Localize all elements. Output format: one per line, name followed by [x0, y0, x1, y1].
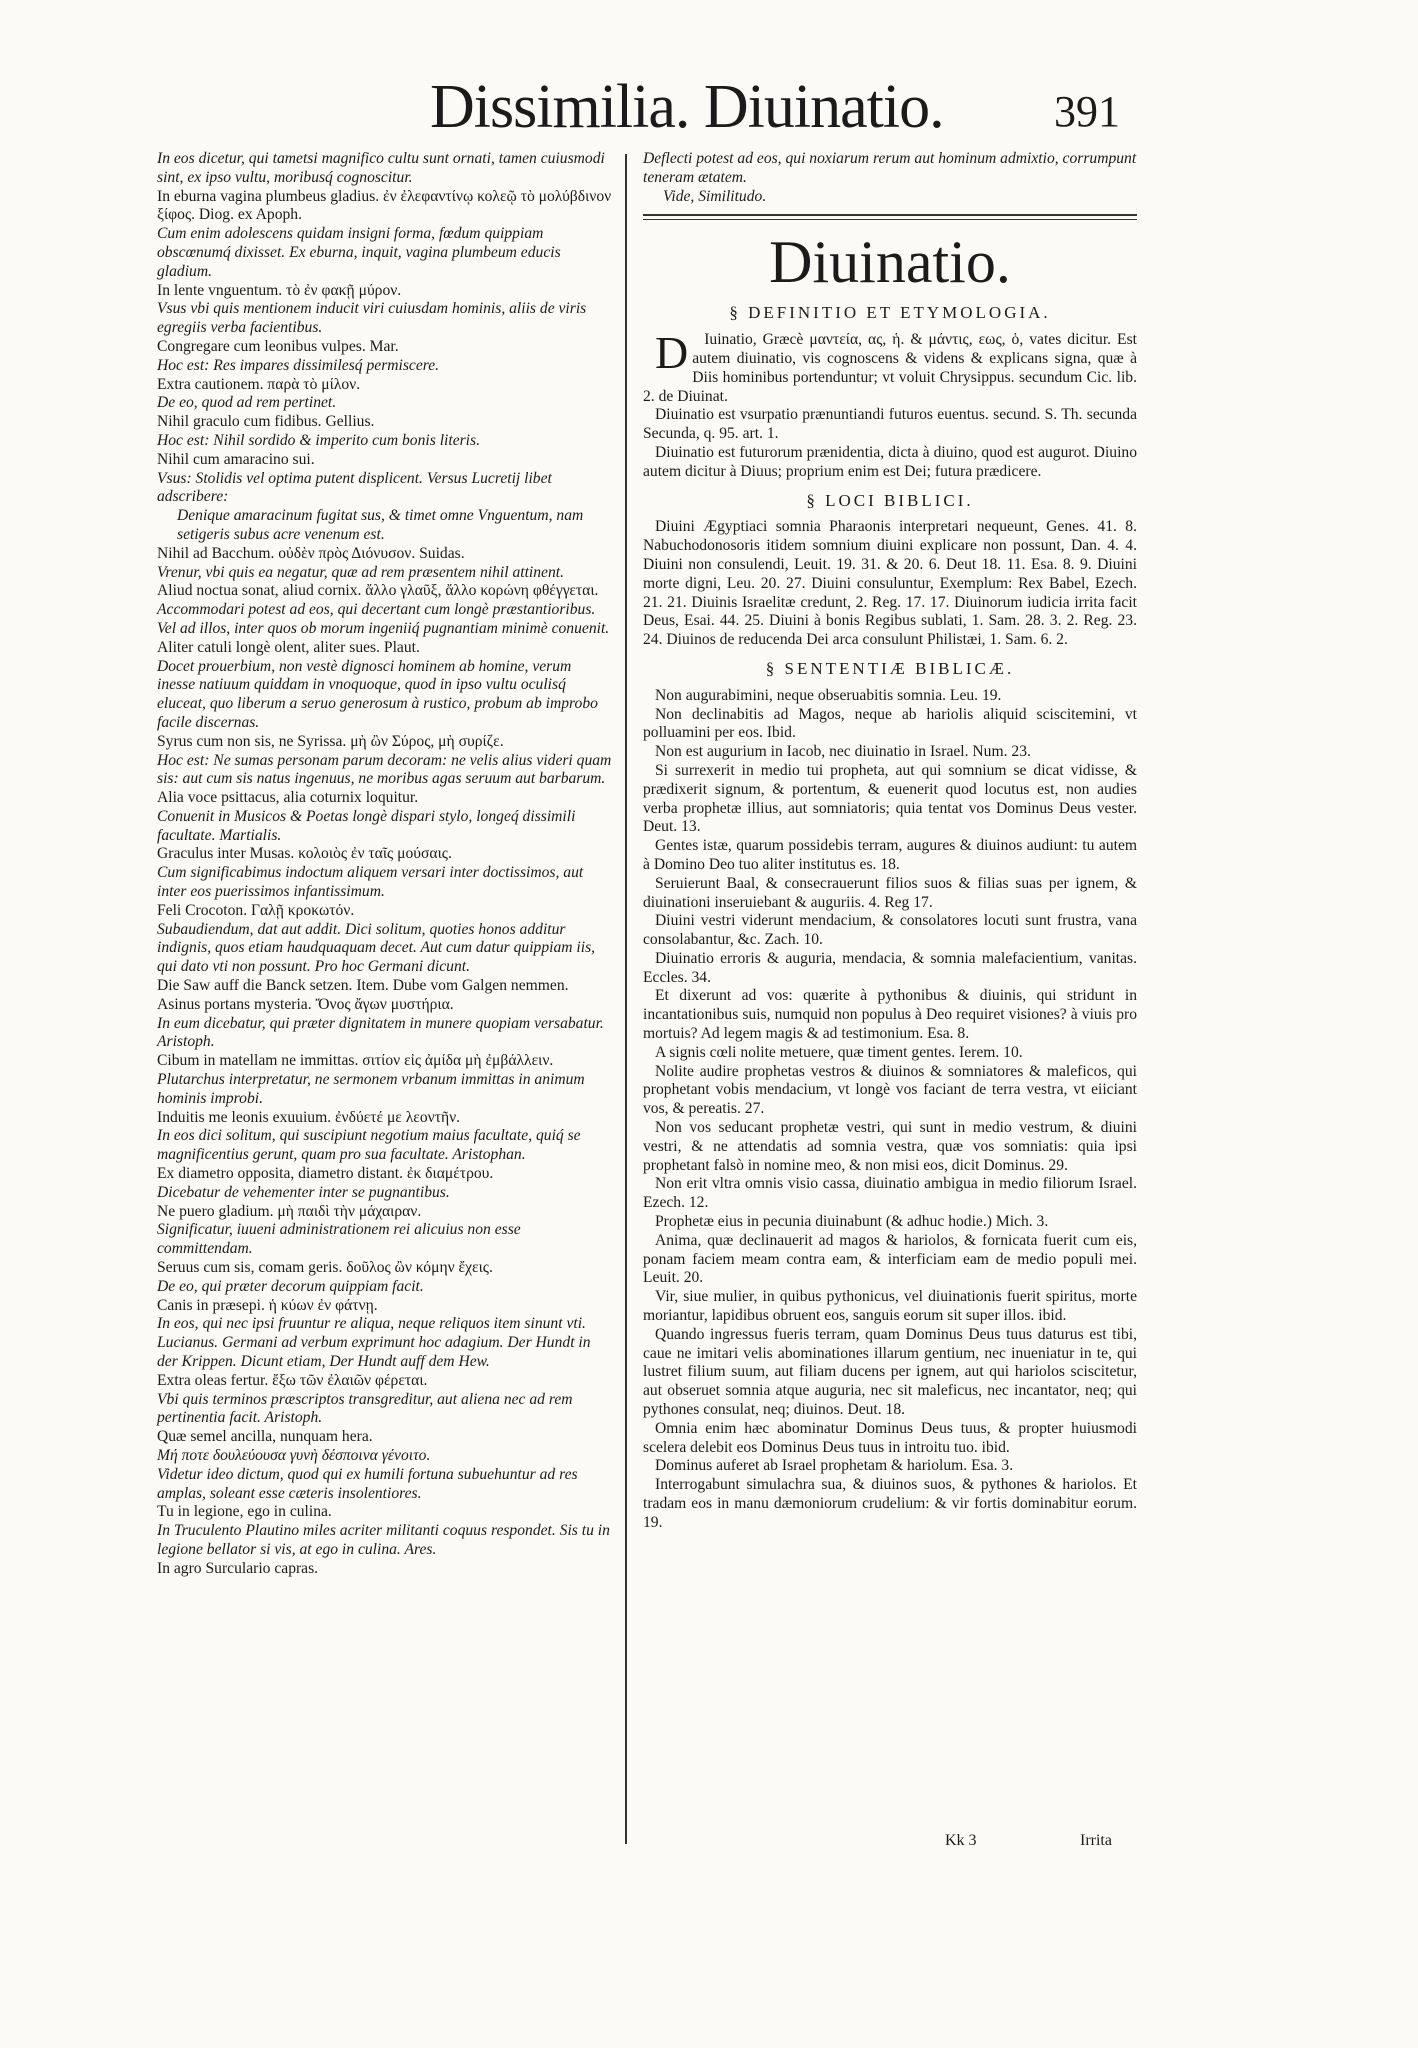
section-heading: § LOCI BIBLICI.	[806, 490, 974, 510]
page-header	[430, 72, 1120, 152]
paragraph: Anima, quæ declinauerit ad magos & hariolos, & fornicata fuerit cum eis, ponam faciem meam contra eam, & interficiam eam de medio populi mei. Leuit. 20.	[643, 1231, 1137, 1287]
catchword: Irrita	[1080, 1832, 1112, 1849]
text-entry: Alia voce psittacus, alia coturnix loquitur.	[157, 789, 419, 807]
text-entry: Deflecti potest ad eos, qui noxiarum rerum aut hominum admixtio, corrumpunt teneram ætatem.	[643, 150, 1137, 186]
text-entry: Induitis me leonis exuuium. ἐνδύετέ με λεοντῆν.	[157, 1108, 461, 1126]
text-entry: In eum dicebatur, qui præter dignitatem in munere quopiam versabatur. Aristoph.	[157, 1014, 604, 1051]
text-entry: Hoc est: Ne sumas personam parum decoram: ne velis alius videri quam sis: aut cum sis natus ingenuus, ne moribus agas seruum aut barbarum.	[157, 751, 612, 788]
paragraph: Diuinatio est vsurpatio prænuntiandi futuros euentus. secund. S. Th. secunda Secunda, q. 95. art. 1.	[643, 406, 1137, 443]
paragraph: Seruierunt Baal, & consecrauerunt filios suos & filias suas per ignem, & diuinationi inseruiebant & auguriis. 4. Reg 17.	[643, 874, 1137, 911]
text-entry: Cum enim adolescens quidam insigni forma, fœdum quippiam obscœnumq́ dixisset. Ex eburna, inquit, vagina plumbeum educis gladium.	[157, 225, 561, 280]
section-heading: § DEFINITIO ET ETYMOLOGIA.	[729, 303, 1051, 323]
text-entry: Docet prouerbium, non vestè dignosci hominem ab homine, verum inesse natiuum quiddam in vnoquoque, quod in ipso vultu oculisq́ eluceat, quo liberum a seruo generosum à rustico, probum ab improbo facile discernas.	[157, 657, 598, 731]
paragraph: Non declinabitis ad Magos, neque ab hariolis aliquid sciscitemini, vt polluamini per eos. Ibid.	[643, 705, 1137, 742]
text-entry: Cum significabimus indoctum aliquem versari inter doctissimos, aut inter eos puerissimos infantissimum.	[157, 864, 584, 901]
text-entry: Nihil ad Bacchum. οὐδὲν πρὸς Διόνυσον. Suidas.	[157, 544, 465, 562]
text-entry: Conuenit in Musicos & Poetas longè dispari stylo, longeq́ dissimili facultate. Martialis.	[157, 807, 576, 844]
text-entry: Seruus cum sis, comam geris. δοῦλος ὢν κόμην ἔχεις.	[157, 1259, 493, 1277]
text-entry: In agro Surculario capras.	[157, 1559, 319, 1577]
text-entry: Dicebatur de vehementer inter se pugnantibus.	[157, 1183, 450, 1201]
text-entry: Aliud noctua sonat, aliud cornix. ἄλλο γλαῦξ, ἄλλο κορώνη φθέγγεται.	[157, 582, 599, 600]
paragraph	[643, 327, 1137, 406]
text-entry: In lente vnguentum. τὸ ἐν φακῇ μύρον.	[157, 281, 402, 299]
section-rule-top	[643, 214, 1137, 216]
paragraph: Vir, siue mulier, in quibus pythonicus, vel diuinationis fuerit spiritus, morte moriantur, lapidibus obruent eos, sanguis eorum sit super illos. ibid.	[643, 1288, 1137, 1325]
text-entry: De eo, quod ad rem pertinet.	[157, 394, 337, 412]
paragraph: Nolite audire prophetas vestros & diuinos & somniatores & maleficos, qui prophetant vobis mendacium, vt longè vos faciant de terra vestra, vt eiiciant vos, & pereatis. 27.	[643, 1062, 1137, 1118]
text-entry: Syrus cum non sis, ne Syrissa. μὴ ὢν Σύρος, μὴ συρίζε.	[157, 732, 504, 750]
text-entry: In eos, qui nec ipsi fruuntur re aliqua, neque reliquos item sinunt vti. Lucianus. Germani ad verbum exprimunt hoc adagium. Der Hundt in der Krippen. Dicunt etiam, Der Hundt auff dem Hew.	[157, 1315, 591, 1370]
text-entry: Canis in præsepi. ἡ κύων ἐν φάτνῃ.	[157, 1296, 378, 1314]
paragraph: Quando ingressus fueris terram, quam Dominus Deus tuus daturus est tibi, caue ne imitari velis abominationes illarum gentium, nec inueniatur in te, qui lustret filium suum, aut filiam ducens per ignem, aut qui hariolos sciscitetur, aut obseruet somnia atque auguria, nec sit maleficus, nec incantator, neq; qui pythones consulat, neq; diuinos. Deut. 18.	[643, 1325, 1137, 1419]
signature-mark: Kk 3	[945, 1832, 977, 1849]
text-entry: De eo, qui præter decorum quippiam facit.	[157, 1277, 424, 1295]
paragraph: Diuinatio erroris & auguria, mendacia, & somnia malefacientium, vanitas. Eccles. 34.	[643, 949, 1137, 986]
section	[643, 492, 1137, 650]
paragraph-text: Iuinatio, Græcè μαντεία, ας, ἡ. & μάντις, εως, ὁ, vates dicitur. Est autem diuinatio, vis cognoscens & videns & explicans signa, quæ à Diis hominibus portenduntur; vt voluit Chrysippus. secundum Cic. lib. 2. de Diuinat.	[643, 331, 1137, 405]
paragraph: Non augurabimini, neque obseruabitis somnia. Leu. 19.	[655, 686, 1002, 704]
text-entry: Nihil cum amaracino sui.	[157, 450, 315, 468]
drop-cap: D	[655, 327, 689, 379]
page-number: 391	[1054, 87, 1120, 136]
section-rule-bottom	[643, 219, 1137, 220]
paragraph: Dominus auferet ab Israel prophetam & hariolum. Esa. 3.	[655, 1457, 1014, 1475]
section	[643, 660, 1137, 1533]
text-entry: Denique amaracinum fugitat sus, & timet omne Vnguentum, nam setigeris subus acre venenum est.	[177, 507, 584, 543]
right-intro	[643, 150, 1137, 206]
paragraph: Si surrexerit in medio tui propheta, aut qui somnium se dicat vidisse, & prædixerit signum, & portentum, & euenerit quod locutus est, non audies verba prophetæ illius, aut somniatoris; quia tentat vos Dominus Deus vester. Deut. 13.	[643, 761, 1137, 836]
section	[643, 304, 1137, 481]
paragraph: Diuini Ægyptiaci somnia Pharaonis interpretari nequeunt, Genes. 41. 8. Nabuchodonosoris itidem somnium diuini explicare non possunt, Dan. 4. 4. Diuini non consulendi, Leuit. 19. 31. & 20. 6. Deut 18. 11. Esa. 8. 9. Diuini morte digni, Leu. 20. 27. Diuini consuluntur, Exemplum: Rex Babel, Ezech. 21. 21. Diuinis Israelitæ credunt, 2. Reg. 17. 17. Diuinorum iudicia irrita facit Deus, Esai. 44. 25. Diuini à bonis Regibus sublati, 1. Sam. 28. 3. 2. Reg. 23. 24. Diuinos de reducenda Dei arca consulunt Philistæi, 1. Sam. 6. 2.	[643, 518, 1137, 649]
text-entry: Extra cautionem. παρὰ τὸ μίλον.	[157, 375, 361, 393]
running-title: Dissimilia. Diuinatio.	[430, 73, 944, 141]
text-entry: Tu in legione, ego in culina.	[157, 1503, 332, 1521]
text-entry: Graculus inter Musas. κολοιὸς ἐν ταῖς μούσαις.	[157, 845, 452, 863]
paragraph: A signis cœli nolite metuere, quæ timent gentes. Ierem. 10.	[655, 1043, 1023, 1061]
text-entry: Die Saw auff die Banck setzen. Item. Dube vom Galgen nemmen.	[157, 977, 569, 995]
text-entry: Videtur ideo dictum, quod qui ex humili fortuna subuehuntur ad res amplas, soleant esse cæteris insolentiores.	[157, 1465, 578, 1502]
text-entry: Hoc est: Nihil sordido & imperito cum bonis literis.	[157, 431, 480, 449]
text-entry: Plutarchus interpretatur, ne sermonem vrbanum immittas in animum hominis improbi.	[157, 1071, 585, 1107]
text-entry: Ex diametro opposita, diametro distant. ἐκ διαμέτρου.	[157, 1165, 494, 1183]
text-entry: Quæ semel ancilla, nunquam hera.	[157, 1428, 373, 1446]
text-entry: Significatur, iuueni administrationem rei alicuius non esse committendam.	[157, 1221, 521, 1258]
paragraph: Non est augurium in Iacob, nec diuinatio in Israel. Num. 23.	[655, 743, 1031, 761]
text-entry: Aliter catuli longè olent, aliter sues. Plaut.	[157, 638, 420, 656]
paragraph: Et dixerunt ad vos: quærite à pythonibus & diuinis, qui stridunt in incantationibus suis, numquid non populus à Deo requiret visiones? à viuis pro mortuis? Ad legem magis & ad testimonium. Esa. 8.	[643, 987, 1137, 1043]
section-title: Diuinatio.	[769, 229, 1011, 296]
text-entry: Hoc est: Res impares dissimilesq́ permiscere.	[157, 356, 440, 374]
text-entry: Vrenur, vbi quis ea negatur, quæ ad rem præsentem nihil attinent.	[157, 563, 564, 581]
paragraph: Non erit vltra omnis visio cassa, diuinatio ambigua in medio filiorum Israel. Ezech. 12.	[643, 1175, 1137, 1212]
text-entry: Μή ποτε δουλεύουσα γυνὴ δέσποινα γένοιτο.	[157, 1446, 431, 1464]
column-divider	[625, 154, 627, 1844]
text-entry: Cibum in matellam ne immittas. σιτίον εἰς ἀμίδα μὴ ἐμβάλλειν.	[157, 1052, 554, 1070]
text-entry: In eos dici solitum, qui suscipiunt negotium maius facultate, quiq́ se magnificentius gerunt, quam pro sua facultate. Aristophan.	[157, 1127, 581, 1164]
text-entry: In Truculento Plautino miles acriter militanti coquus respondet. Sis tu in legione bellator si vis, at ego in culina. Ares.	[157, 1522, 610, 1558]
paragraph: Prophetæ eius in pecunia diuinabunt (& adhuc hodie.) Mich. 3.	[655, 1213, 1049, 1231]
right-sections	[643, 304, 1137, 1532]
paragraph: Diuini vestri viderunt mendacium, & consolatores locuti sunt frustra, vana consolabantur, &c. Zach. 10.	[643, 912, 1137, 949]
paragraph: Gentes istæ, quarum possidebis terram, augures & diuinos audiunt: tu autem à Domino Deo tuo aliter institutus es. 18.	[643, 837, 1137, 873]
text-entry: Vide, Similitudo.	[663, 187, 767, 205]
text-entry: Ne puero gladium. μὴ παιδὶ τὴν μάχαιραν.	[157, 1202, 422, 1220]
text-entry: Extra oleas fertur. ἔξω τῶν ἐλαιῶν φέρεται.	[157, 1371, 428, 1389]
paragraph: Non vos seducant prophetæ vestri, qui sunt in medio vestrum, & diuini vestri, & ne attendatis ad somnia vestra, quæ vos somniatis: quia ipsi prophetant falsò in nomine meo, & non misi eos, dicit Dominus. 29.	[643, 1119, 1137, 1174]
text-entry: Accommodari potest ad eos, qui decertant cum longè præstantioribus. Vel ad illos, inter quos ob morum ingeniiq́ pugnantiam minimè conuenit.	[157, 601, 610, 637]
right-column	[643, 150, 1137, 1533]
text-entry: Vbi quis terminos præscriptos transgreditur, aut aliena nec ad rem pertinentia facit. Aristoph.	[157, 1390, 573, 1427]
text-entry: Vsus: Stolidis vel optima putent displicent. Versus Lucretij libet adscribere:	[157, 469, 552, 506]
text-entry: Nihil graculo cum fidibus. Gellius.	[157, 413, 375, 431]
paragraph: Interrogabunt simulachra sua, & diuinos suos, & pythones & hariolos. Et tradam eos in manu dæmoniorum crudelium: & vir fortis dominabitur eorum. 19.	[643, 1476, 1137, 1531]
text-entry: Asinus portans mysteria. Ὄνος ἄγων μυστήρια.	[157, 995, 454, 1013]
text-entry: Feli Crocoton. Γαλῇ κροκωτόν.	[157, 901, 355, 919]
paragraph: Diuinatio est futurorum prænidentia, dicta à diuino, quod est augurot. Diuino autem dicitur à Diuus; proprium enim est Dei; futura prædicere.	[643, 443, 1137, 480]
section-heading: § SENTENTIÆ BIBLICÆ.	[765, 658, 1015, 678]
text-entry: In eos dicetur, qui tametsi magnifico cultu sunt ornati, tamen cuiusmodi sint, ex ipso vultu, moribusq́ cognoscitur.	[157, 150, 605, 186]
text-entry: Subaudiendum, dat aut addit. Dici solitum, quoties honos additur indignis, quos etiam haudquaquam decet. Aut cum datur quippiam iis, qui dato vti non possunt. Pro hoc Germani dicunt.	[157, 920, 596, 976]
text-entry: Congregare cum leonibus vulpes. Mar.	[157, 337, 399, 355]
paragraph: Omnia enim hæc abominatur Dominus Deus tuus, & propter huiusmodi scelera delebit eos Dominus Deus tuus in introitu tuo. ibid.	[643, 1419, 1137, 1456]
text-entry: In eburna vagina plumbeus gladius. ἐν ἐλεφαντίνῳ κολεῷ τὸ μολύβδινον ξίφος. Diog. ex Apoph.	[157, 187, 612, 224]
left-column	[157, 150, 612, 1579]
text-entry: Vsus vbi quis mentionem inducit viri cuiusdam hominis, aliis de viris egregiis verba facientibus.	[157, 300, 587, 337]
